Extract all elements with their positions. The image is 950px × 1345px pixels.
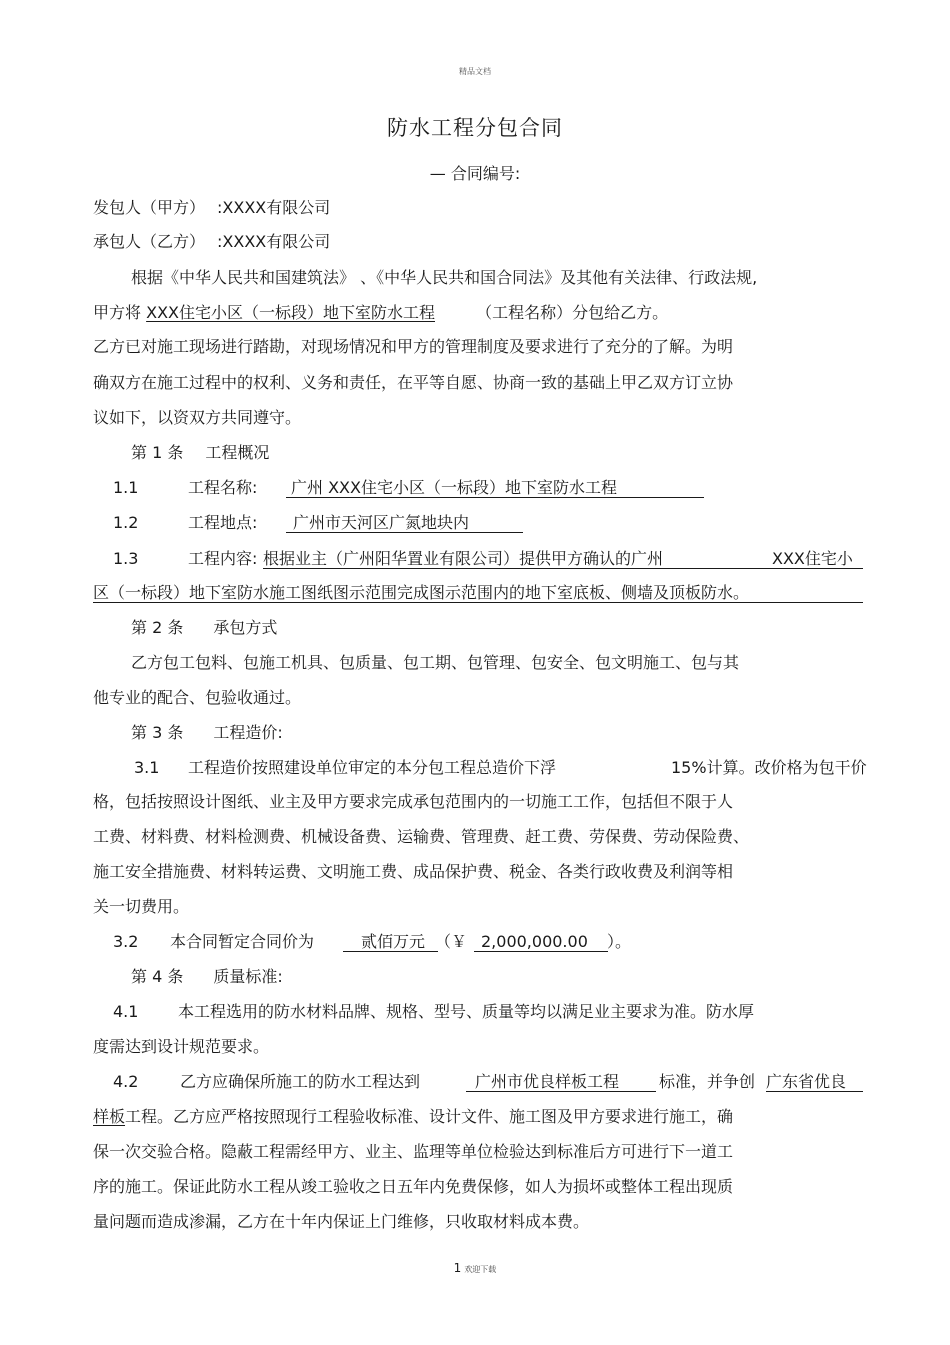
article-4-title: 质量标准:: [213, 967, 283, 986]
award-name-a: 广东省优良: [766, 1072, 847, 1091]
article-3-title: 工程造价:: [213, 723, 283, 742]
contract-amount-number: 2,000,000.00: [481, 932, 588, 951]
article-4-heading: [131, 967, 283, 987]
item-4-2-line-4: 序的施工。保证此防水工程从竣工验收之日五年内免费保修，如人为损坏或整体工程出现质: [93, 1177, 734, 1196]
article-1-title: 工程概况: [205, 443, 270, 462]
contract-amount-number-underline: [474, 951, 608, 952]
item-1-3-underline-2: [93, 602, 863, 603]
article-2-title: 承包方式: [213, 618, 278, 637]
item-1-2-underline: [286, 532, 523, 533]
contract-amount-paren-close: ）。: [607, 932, 632, 951]
item-4-1-number: 4.1: [113, 1002, 139, 1021]
item-1-3-value-a: 根据业主（广州阳华置业有限公司）提供甲方确认的广州: [263, 549, 664, 568]
item-1-3-value-c: 区（一标段）地下室防水施工图纸图示范围完成图示范围内的地下室底板、侧墙及顶板防水。: [93, 583, 750, 602]
employer-line: [93, 198, 330, 218]
item-4-1-line-2: 度需达到设计规范要求。: [93, 1037, 270, 1056]
contractor-value: :XXXX有限公司: [217, 232, 331, 251]
article-4-number: 第 4 条: [131, 967, 184, 986]
item-3-1-text-a: 工程造价按照建设单位审定的本分包工程总造价下浮: [188, 758, 557, 777]
item-4-2-text-b: 标准，并争创: [659, 1072, 756, 1091]
item-3-1-text-b: 15%计算。改价格为包干价: [671, 758, 867, 777]
article-3-line-2: 格，包括按照设计图纸、业主及甲方要求完成承包范围内的一切施工工作，包括但不限于人: [93, 792, 734, 811]
item-1-2-number: 1.2: [113, 513, 139, 532]
footer-text: 欢迎下载: [464, 1265, 497, 1274]
quality-standard-underline: [466, 1091, 656, 1092]
contract-number-label: — 合同编号:: [429, 164, 521, 183]
article-2-line-1: 乙方包工包料、包施工机具、包质量、包工期、包管理、包安全、包文明施工、包与其: [131, 653, 740, 672]
item-4-2-line-2: [93, 1107, 733, 1127]
article-3-number: 第 3 条: [131, 723, 184, 742]
item-1-1-underline: [286, 497, 704, 498]
page-number: 1: [453, 1261, 462, 1275]
intro-line-5: 议如下，以资双方共同遵守。: [93, 408, 302, 427]
employer-value: :XXXX有限公司: [217, 198, 331, 217]
contractor-line: [93, 232, 330, 252]
article-1-number: 第 1 条: [131, 443, 184, 462]
article-2-heading: [131, 618, 277, 638]
item-1-2-label: 工程地点:: [188, 513, 258, 532]
article-3-line-3: 工费、材料费、材料检测费、机械设备费、运输费、管理费、赶工费、劳保费、劳动保险费、: [93, 827, 750, 846]
intro-line-2: [93, 303, 668, 323]
contract-amount-chinese-underline: [343, 951, 438, 952]
contract-amount-chinese: 贰佰万元: [361, 932, 426, 951]
item-1-3-value-b: XXX住宅小: [772, 549, 853, 568]
item-4-2-line-2-rest: 工程。乙方应严格按照现行工程验收标准、设计文件、施工图及甲方要求进行施工，确: [125, 1107, 734, 1126]
item-3-2-number: 3.2: [113, 932, 139, 951]
article-1-heading: [131, 443, 269, 463]
intro-line-2-pre: 甲方将: [93, 303, 142, 322]
item-1-3-underline-1: [263, 568, 863, 569]
item-1-1-number: 1.1: [113, 478, 139, 497]
article-2-line-2: 他专业的配合、包验收通过。: [93, 688, 302, 707]
item-1-3-label: 工程内容:: [188, 549, 258, 568]
article-3-heading: [131, 723, 283, 743]
quality-standard-blank: 广州市优良样板工程: [475, 1072, 620, 1091]
intro-line-2-post: （工程名称）分包给乙方。: [476, 303, 669, 322]
item-1-1-value: 广州 XXX住宅小区（一标段）地下室防水工程: [291, 478, 617, 497]
contract-amount-paren-open: （￥: [435, 932, 468, 951]
item-4-2-number: 4.2: [113, 1072, 139, 1091]
article-2-number: 第 2 条: [131, 618, 184, 637]
header-watermark: 精品文档: [459, 67, 491, 76]
item-3-1-number: 3.1: [134, 758, 160, 777]
article-3-line-5: 关一切费用。: [93, 897, 190, 916]
contractor-label: 承包人（乙方）: [93, 232, 206, 251]
intro-line-1: 根据《中华人民共和国建筑法》 、《中华人民共和国合同法》及其他有关法律、行政法规,: [131, 268, 758, 287]
project-name-blank: XXX住宅小区（一标段）地下室防水工程: [146, 303, 435, 322]
page-footer: [0, 1261, 950, 1275]
item-1-2-value: 广州市天河区广氮地块内: [293, 513, 470, 532]
item-1-1-label: 工程名称:: [188, 478, 258, 497]
intro-line-4: 确双方在施工过程中的权利、义务和责任，在平等自愿、协商一致的基础上甲乙双方订立协: [93, 373, 734, 392]
item-3-2-text: 本合同暂定合同价为: [170, 932, 315, 951]
item-4-2-line-3: 保一次交验合格。隐蔽工程需经甲方、业主、监理等单位检验达到标准后方可进行下一道工: [93, 1142, 734, 1161]
item-4-1-text: 本工程选用的防水材料品牌、规格、型号、质量等均以满足业主要求为准。防水厚: [178, 1002, 755, 1021]
intro-line-3: 乙方已对施工现场进行踏勘，对现场情况和甲方的管理制度及要求进行了充分的了解。为明: [93, 337, 734, 356]
employer-label: 发包人（甲方）: [93, 198, 206, 217]
award-name-underline-1: [766, 1091, 863, 1092]
item-4-2-text-a: 乙方应确保所施工的防水工程达到: [180, 1072, 421, 1091]
item-1-3-number: 1.3: [113, 549, 139, 568]
award-name-b: 样板: [93, 1107, 126, 1126]
page-title: 防水工程分包合同: [387, 116, 563, 140]
article-3-line-4: 施工安全措施费、材料转运费、文明施工费、成品保护费、税金、各类行政收费及利润等相: [93, 862, 734, 881]
item-4-2-line-5: 量问题而造成渗漏，乙方在十年内保证上门维修，只收取材料成本费。: [93, 1212, 590, 1231]
